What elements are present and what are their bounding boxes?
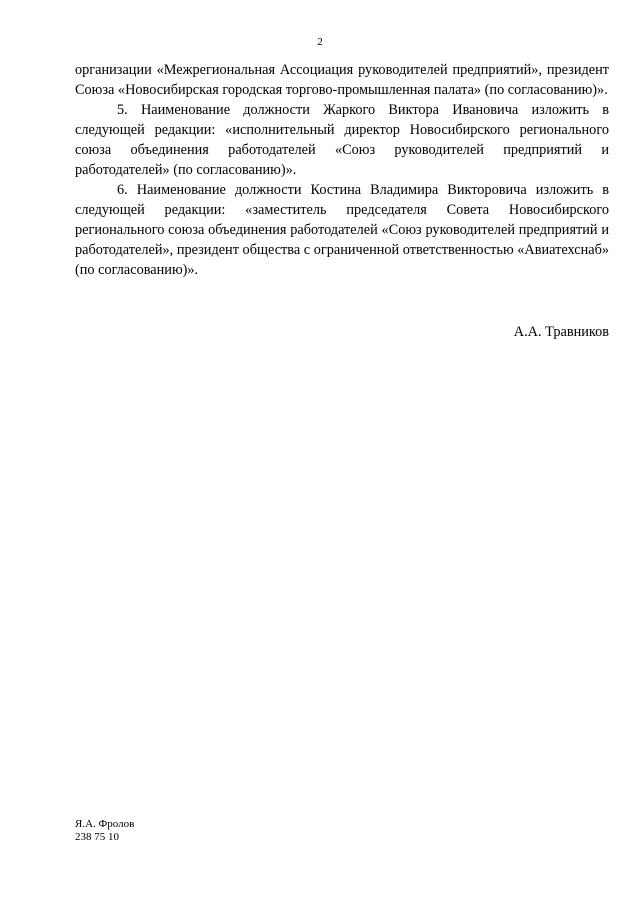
executor-footer	[75, 818, 134, 844]
document-body	[75, 60, 609, 280]
signature-name: А.А. Травников	[513, 324, 609, 340]
paragraph-item-6: 6. Наименование должности Костина Владимира Викторовича изложить в следующей редакции: «заместитель председателя Совета Новосибирского регионального союза объединения работодателей «Союз руководителей предприятий и работодателей», президент общества с ограниченной ответственностью «Авиатехснаб» (по согласованию)».	[75, 182, 609, 278]
executor-phone: 238 75 10	[75, 831, 119, 843]
executor-name: Я.А. Фролов	[75, 818, 135, 830]
paragraph-item-5: 5. Наименование должности Жаркого Виктора Ивановича изложить в следующей редакции: «исполнительный директор Новосибирского регионального союза объединения работодателей «Союз руководителей предприятий и работодателей» (по согласованию)».	[75, 102, 609, 178]
paragraph-continuation: организации «Межрегиональная Ассоциация руководителей предприятий», президент Союза «Новосибирская городская торгово-промышленная палата» (по согласованию)».	[75, 62, 609, 98]
page-number: 2	[317, 36, 323, 48]
